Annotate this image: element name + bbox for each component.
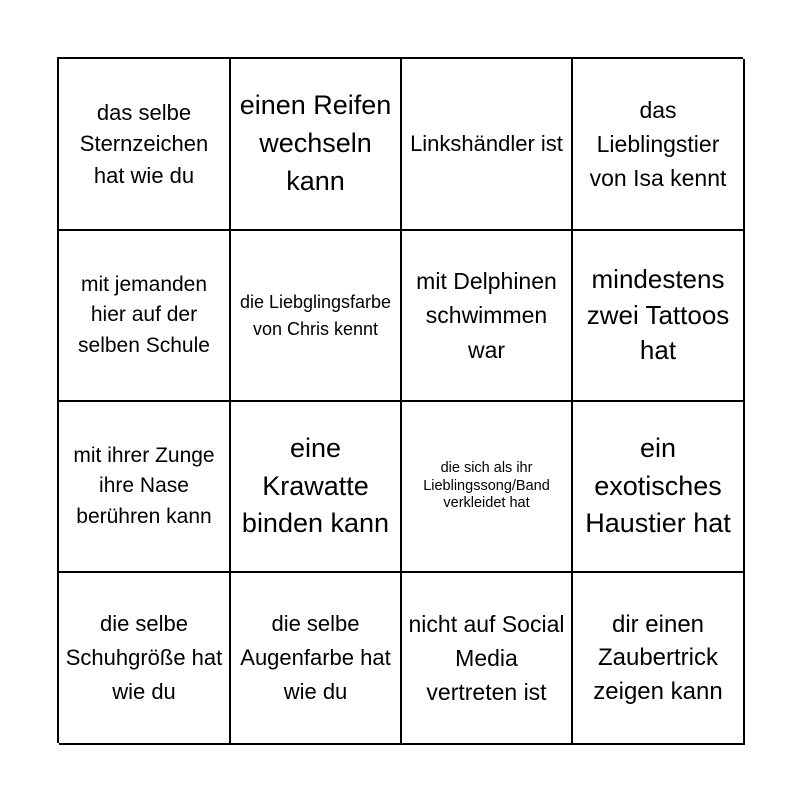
bingo-cell-r1c1 [59,59,231,231]
bingo-cell-r4c4 [573,573,745,745]
bingo-cell-r1c4 [573,59,745,231]
bingo-cell-r2c3 [402,231,573,402]
bingo-cell-r4c2 [231,573,402,745]
bingo-cell-text: mit Delphinen schwimmen war [416,268,557,363]
bingo-cell-r1c2 [231,59,402,231]
bingo-cell-r2c2 [231,231,402,402]
bingo-cell-r3c1 [59,402,231,573]
bingo-cell-r4c3 [402,573,573,745]
bingo-cell-r2c4 [573,231,745,402]
bingo-cell-text: mindestens zwei Tattoos hat [586,264,730,366]
bingo-cell-text: mit ihrer Zunge ihre Nase berühren kann [73,444,215,528]
bingo-cell-text: das Lieblingstier von Isa kennt [589,96,727,192]
bingo-cell-r4c1 [59,573,231,745]
bingo-cell-r3c2 [231,402,402,573]
bingo-cell-text: eine Krawatte binden kann [241,432,390,539]
bingo-cell-r3c4 [573,402,745,573]
bingo-cell-text: die Liebglingsfarbe von Chris kennt [239,292,392,339]
bingo-cell-text: Linkshändler ist [410,131,563,157]
bingo-card [57,57,743,743]
bingo-cell-text: mit jemanden hier auf der selben Schule [78,273,210,357]
bingo-cell-r3c3 [402,402,573,573]
bingo-cell-text: dir einen Zaubertrick zeigen kann [593,611,723,705]
bingo-cell-text: nicht auf Social Media vertreten ist [408,610,565,706]
bingo-cell-text: die selbe Schuhgröße hat wie du [65,610,223,705]
bingo-cell-text: die sich als ihr Lieblingssong/Band verkleidet hat [423,459,550,512]
bingo-cell-text: die selbe Augenfarbe hat wie du [240,610,391,705]
bingo-cell-r1c3 [402,59,573,231]
bingo-cell-text: das selbe Sternzeichen hat wie du [79,100,209,188]
bingo-cell-text: ein exotisches Haustier hat [585,432,731,539]
bingo-cell-r2c1 [59,231,231,402]
bingo-cell-text: einen Reifen wechseln kann [239,90,392,196]
